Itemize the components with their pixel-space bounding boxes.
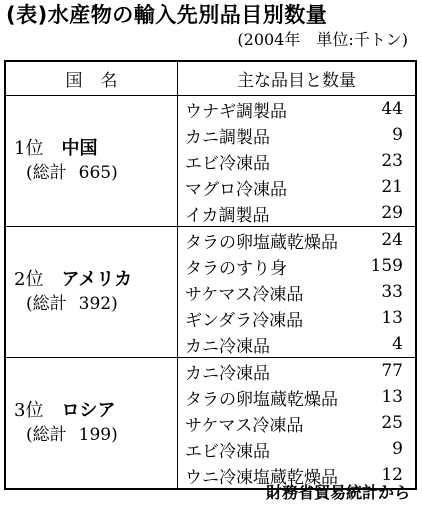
item-row: [178, 200, 415, 226]
item-qty: 23: [381, 151, 403, 171]
table-header: [5, 61, 416, 96]
item-qty: 21: [381, 177, 403, 197]
rank-line: [6, 268, 177, 292]
item-row: [178, 331, 415, 357]
item-name: カニ調製品: [185, 127, 270, 148]
item-row: [178, 384, 415, 410]
items-cell: [178, 96, 417, 227]
item-name: イカ調製品: [185, 205, 270, 226]
total-label: (総計: [26, 294, 67, 314]
item-qty: 13: [381, 308, 403, 328]
import-table: [4, 60, 417, 490]
page-title: (表)水産物の輸入先別品目別数量: [6, 3, 328, 27]
item-name: タラの卵塩蔵乾燥品: [185, 232, 338, 253]
item-qty: 9: [392, 439, 403, 459]
total-label: (総計: [26, 425, 67, 445]
rank-line: [6, 399, 177, 423]
item-qty: 25: [381, 413, 403, 433]
item-name: サケマス冷凍品: [185, 415, 304, 436]
country-group-row: [5, 227, 416, 358]
country-cell: [5, 227, 178, 358]
item-row: [178, 436, 415, 462]
item-name: ウナギ調製品: [185, 101, 287, 122]
item-qty: 13: [381, 387, 403, 407]
header-row: [5, 61, 416, 96]
item-qty: 33: [381, 282, 403, 302]
item-row: [178, 305, 415, 331]
rank-line: [6, 137, 177, 161]
total-value: 665): [78, 163, 118, 183]
rank-label: 3位: [14, 400, 44, 421]
item-row: [178, 410, 415, 436]
country-name: ロシア: [61, 400, 116, 421]
item-name: ウニ冷凍塩蔵乾燥品: [185, 467, 338, 488]
table-body: [5, 96, 416, 490]
item-row: [178, 253, 415, 279]
item-name: ギンダラ冷凍品: [185, 310, 304, 331]
item-name: カニ冷凍品: [185, 363, 270, 384]
items-column-header: 主な品目と数量: [178, 61, 417, 96]
item-name: エビ冷凍品: [185, 441, 270, 462]
country-cell: [5, 96, 178, 227]
total-line: [6, 292, 177, 316]
items-cell: [178, 227, 417, 358]
country-cell: [5, 358, 178, 490]
item-qty: 77: [381, 361, 403, 381]
total-value: 199): [78, 425, 118, 445]
item-row: [178, 227, 415, 253]
item-row: [178, 279, 415, 305]
source-credit: 財務省貿易統計から: [265, 483, 410, 502]
unit-note: (2004年 単位:千トン): [237, 30, 408, 49]
total-label: (総計: [26, 163, 67, 183]
item-name: タラの卵塩蔵乾燥品: [185, 389, 338, 410]
country-name: 中国: [61, 138, 98, 159]
item-row: [178, 174, 415, 200]
item-qty: 24: [381, 230, 403, 250]
item-name: サケマス冷凍品: [185, 284, 304, 305]
country-group-row: [5, 96, 416, 227]
item-name: マグロ冷凍品: [185, 179, 287, 200]
item-qty: 4: [392, 334, 403, 354]
item-row: [178, 148, 415, 174]
item-qty: 9: [392, 125, 403, 145]
item-qty: 12: [381, 465, 403, 485]
item-qty: 29: [381, 203, 403, 223]
item-name: タラのすり身: [185, 258, 287, 279]
item-qty: 159: [370, 256, 403, 276]
item-row: [178, 122, 415, 148]
total-line: [6, 161, 177, 185]
items-cell: [178, 358, 417, 490]
item-qty: 44: [381, 99, 403, 119]
country-name: アメリカ: [61, 269, 133, 290]
country-group-row: [5, 358, 416, 490]
item-row: [178, 96, 415, 122]
item-name: カニ冷凍品: [185, 336, 270, 357]
country-column-header: 国名: [5, 61, 178, 96]
item-row: [178, 358, 415, 384]
item-name: エビ冷凍品: [185, 153, 270, 174]
rank-label: 2位: [14, 269, 44, 290]
rank-label: 1位: [14, 138, 44, 159]
total-line: [6, 423, 177, 447]
total-value: 392): [78, 294, 118, 314]
